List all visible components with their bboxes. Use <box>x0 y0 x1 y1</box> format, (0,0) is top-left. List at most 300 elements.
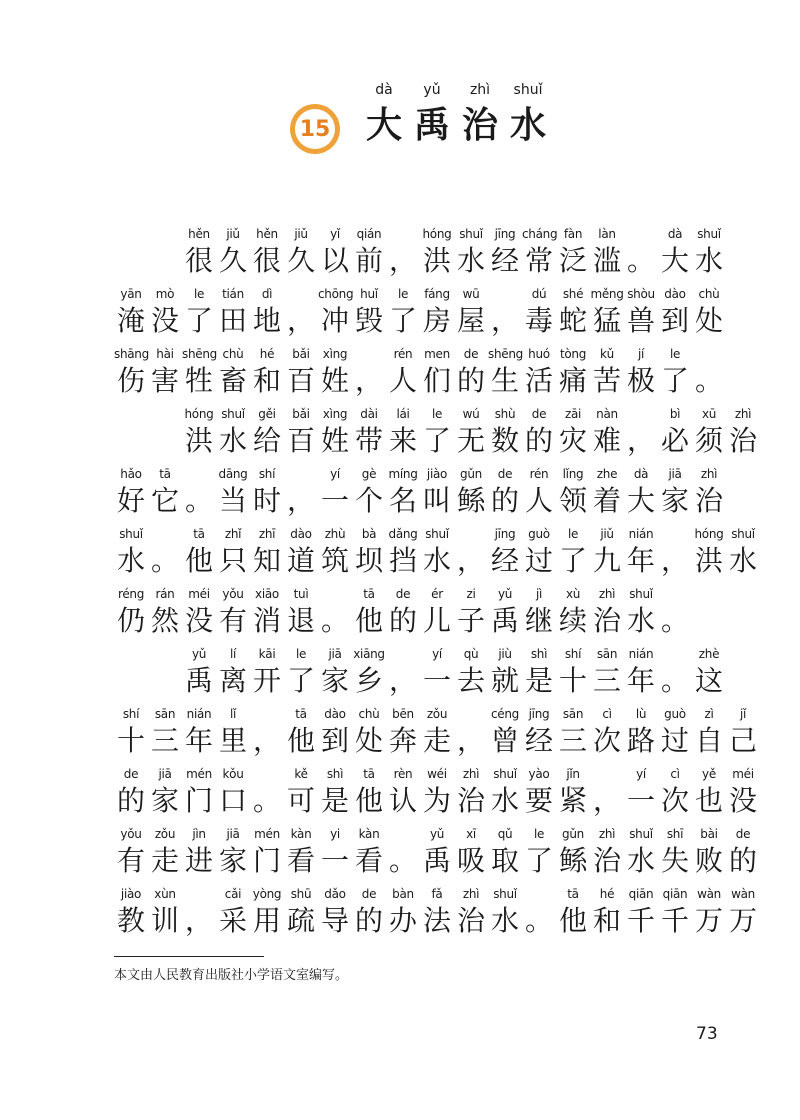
ruby-character <box>454 644 488 698</box>
pinyin: bàn <box>392 887 414 901</box>
hanzi: 乡 <box>354 664 383 697</box>
pinyin: dǎo <box>324 887 346 901</box>
ruby-character <box>386 884 420 938</box>
ruby-character <box>284 764 318 818</box>
pinyin: céng <box>490 707 519 721</box>
text-line <box>114 764 757 824</box>
pinyin <box>488 284 522 304</box>
pinyin: shuǐ <box>425 527 449 541</box>
pinyin: zhī <box>258 527 276 541</box>
pinyin: yǒu <box>120 827 142 841</box>
ruby-character <box>318 224 352 278</box>
ruby-character <box>182 764 216 818</box>
ruby-character <box>522 764 556 818</box>
hanzi: 家 <box>660 484 689 517</box>
pinyin: zì <box>704 707 714 721</box>
hanzi: ， <box>388 664 417 697</box>
ruby-character <box>250 884 284 938</box>
hanzi: 蛇 <box>558 304 587 337</box>
ruby-character <box>522 344 556 398</box>
ruby-character <box>420 404 454 458</box>
pinyin: de <box>361 887 377 901</box>
punctuation <box>658 644 692 698</box>
hanzi: 。 <box>320 604 349 637</box>
ruby-character <box>590 884 624 938</box>
ruby-character <box>114 824 148 878</box>
ruby-character <box>692 704 726 758</box>
hanzi: 禹 <box>422 844 451 877</box>
punctuation <box>182 464 216 518</box>
hanzi: 人 <box>388 364 417 397</box>
pinyin: qiān <box>628 887 654 901</box>
pinyin: kàn <box>358 827 380 841</box>
ruby-character <box>250 404 284 458</box>
pinyin <box>182 884 216 904</box>
hanzi: 家 <box>320 664 349 697</box>
pinyin: shuǐ <box>629 587 653 601</box>
pinyin: huǐ <box>360 287 378 301</box>
title-pinyin-syllable: shuǐ <box>513 82 543 98</box>
ruby-character <box>318 284 352 338</box>
ruby-character <box>386 284 420 338</box>
pinyin: zhì <box>462 887 480 901</box>
hanzi: 水 <box>626 604 655 637</box>
punctuation <box>488 284 522 338</box>
pinyin: zhì <box>462 767 480 781</box>
ruby-character <box>284 224 318 278</box>
pinyin: shēng <box>182 347 217 361</box>
hanzi: 他 <box>558 904 587 937</box>
pinyin: zhe <box>596 467 618 481</box>
hanzi: 苦 <box>592 364 621 397</box>
ruby-character <box>692 404 726 458</box>
ruby-character <box>284 884 318 938</box>
pinyin: jīng <box>494 527 516 541</box>
pinyin: gǔn <box>562 827 584 841</box>
hanzi: 来 <box>388 424 417 457</box>
ruby-character <box>182 224 216 278</box>
pinyin: dà <box>633 467 649 481</box>
pinyin <box>454 704 488 724</box>
text-line <box>114 404 757 464</box>
ruby-character <box>454 884 488 938</box>
ruby-character <box>386 404 420 458</box>
pinyin <box>318 584 352 604</box>
hanzi: 继 <box>524 604 553 637</box>
hanzi: 用 <box>252 904 281 937</box>
hanzi: 三 <box>592 664 621 697</box>
hanzi: 口 <box>218 784 247 817</box>
pinyin: tā <box>295 707 307 721</box>
ruby-character <box>250 584 284 638</box>
hanzi: 洪 <box>422 244 451 277</box>
ruby-character <box>692 764 726 818</box>
ruby-character <box>692 224 726 278</box>
ruby-character <box>556 344 590 398</box>
ruby-character <box>386 764 420 818</box>
title-character: 治 <box>461 104 498 146</box>
ruby-character <box>420 344 454 398</box>
pinyin: shì <box>530 647 548 661</box>
pinyin: kàn <box>290 827 312 841</box>
pinyin: tā <box>193 527 205 541</box>
hanzi: 有 <box>116 844 145 877</box>
pinyin: mò <box>155 287 175 301</box>
pinyin: qù <box>463 647 479 661</box>
hanzi: 了 <box>184 304 213 337</box>
hanzi: 年 <box>626 544 655 577</box>
pinyin: hé <box>259 347 275 361</box>
pinyin: yòng <box>252 887 282 901</box>
pinyin: tòng <box>559 347 587 361</box>
ruby-character <box>114 464 148 518</box>
ruby-character <box>420 284 454 338</box>
pinyin: yí <box>330 467 340 481</box>
pinyin: shòu <box>627 287 655 301</box>
pinyin: mén <box>254 827 280 841</box>
pinyin: rén <box>393 347 413 361</box>
hanzi: 年 <box>626 664 655 697</box>
hanzi: 门 <box>184 784 213 817</box>
pinyin: cháng <box>522 227 558 241</box>
hanzi: 必 <box>660 424 689 457</box>
ruby-character <box>556 824 590 878</box>
pinyin: shì <box>326 767 344 781</box>
pinyin: tā <box>363 587 375 601</box>
pinyin: zhù <box>324 527 346 541</box>
ruby-character <box>488 764 522 818</box>
pinyin: shāng <box>114 347 149 361</box>
pinyin: gǔn <box>460 467 482 481</box>
ruby-character <box>488 884 522 938</box>
hanzi: 的 <box>490 484 519 517</box>
ruby-character <box>148 464 182 518</box>
ruby-character <box>318 824 352 878</box>
hanzi: 没 <box>728 784 757 817</box>
lesson-number: 15 <box>295 109 335 149</box>
pinyin: jiā <box>328 647 342 661</box>
ruby-character <box>420 464 454 518</box>
pinyin: yǐ <box>330 227 340 241</box>
hanzi: 地 <box>252 304 281 337</box>
pinyin <box>386 644 420 664</box>
pinyin: qiān <box>662 887 688 901</box>
ruby-character <box>488 824 522 878</box>
ruby-character <box>488 404 522 458</box>
pinyin: le <box>567 527 579 541</box>
pinyin <box>658 584 692 604</box>
punctuation <box>454 524 488 578</box>
title-pinyin-syllable: yǔ <box>423 82 441 98</box>
pinyin: hǎo <box>120 467 142 481</box>
ruby-character <box>148 584 182 638</box>
hanzi: 。 <box>184 484 213 517</box>
hanzi: 。 <box>660 664 689 697</box>
pinyin: jiā <box>158 767 172 781</box>
pinyin: chù <box>698 287 720 301</box>
pinyin: bài <box>700 827 718 841</box>
hanzi: 取 <box>490 844 519 877</box>
pinyin: dài <box>360 407 378 421</box>
pinyin: shuǐ <box>697 227 721 241</box>
pinyin: yǔ <box>497 587 513 601</box>
hanzi: 然 <box>150 604 179 637</box>
ruby-character <box>658 404 692 458</box>
hanzi: 久 <box>218 244 247 277</box>
pinyin: rén <box>529 467 549 481</box>
pinyin: bà <box>361 527 377 541</box>
pinyin: lǐ <box>229 707 237 721</box>
pinyin: míng <box>388 467 418 481</box>
ruby-character <box>182 704 216 758</box>
ruby-character <box>352 584 386 638</box>
pinyin: hóng <box>694 527 724 541</box>
pinyin: réng <box>117 587 145 601</box>
pinyin: fǎ <box>431 887 443 901</box>
pinyin: xī <box>466 827 476 841</box>
pinyin: lù <box>635 707 647 721</box>
ruby-character <box>216 464 250 518</box>
pinyin: shé <box>562 287 584 301</box>
lesson-number-badge <box>290 104 340 154</box>
punctuation <box>658 524 692 578</box>
hanzi: ， <box>456 724 485 757</box>
ruby-character <box>216 524 250 578</box>
hanzi: ， <box>626 424 655 457</box>
pinyin: shuǐ <box>221 407 245 421</box>
ruby-character <box>556 224 590 278</box>
ruby-character <box>114 704 148 758</box>
hanzi: 们 <box>422 364 451 397</box>
pinyin: hóng <box>422 227 452 241</box>
ruby-character <box>590 704 624 758</box>
ruby-character <box>590 644 624 698</box>
hanzi: 到 <box>660 304 689 337</box>
hanzi: 了 <box>558 544 587 577</box>
hanzi: ， <box>354 364 383 397</box>
punctuation <box>658 584 692 638</box>
hanzi: 为 <box>422 784 451 817</box>
ruby-character <box>522 284 556 338</box>
ruby-character <box>318 884 352 938</box>
text-line <box>114 344 734 404</box>
punctuation <box>624 404 658 458</box>
hanzi: 只 <box>218 544 247 577</box>
ruby-character <box>216 404 250 458</box>
hanzi: 去 <box>456 664 485 697</box>
hanzi: 可 <box>286 784 315 817</box>
hanzi: 己 <box>728 724 757 757</box>
hanzi: 猛 <box>592 304 621 337</box>
ruby-character <box>658 224 692 278</box>
ruby-character <box>726 884 760 938</box>
hanzi: ， <box>286 304 315 337</box>
ruby-character <box>420 764 454 818</box>
pinyin: de <box>463 347 479 361</box>
hanzi: 九 <box>592 544 621 577</box>
ruby-character <box>556 284 590 338</box>
hanzi: 处 <box>354 724 383 757</box>
hanzi: ， <box>252 724 281 757</box>
hanzi: 了 <box>286 664 315 697</box>
ruby-character <box>250 284 284 338</box>
ruby-character <box>590 464 624 518</box>
hanzi: 着 <box>592 484 621 517</box>
hanzi: 给 <box>252 424 281 457</box>
ruby-character <box>624 344 658 398</box>
hanzi: 曾 <box>490 724 519 757</box>
pinyin: yi <box>330 827 340 841</box>
hanzi: 一 <box>320 844 349 877</box>
hanzi: ， <box>388 244 417 277</box>
pinyin: yě <box>702 767 716 781</box>
hanzi: 水 <box>626 844 655 877</box>
pinyin: zi <box>466 587 476 601</box>
punctuation <box>386 824 420 878</box>
pinyin: zhì <box>734 407 752 421</box>
hanzi: 过 <box>660 724 689 757</box>
pinyin: tā <box>363 767 375 781</box>
pinyin: xū <box>701 407 717 421</box>
pinyin: jǐn <box>566 767 580 781</box>
footnote-divider <box>114 956 264 957</box>
punctuation <box>352 344 386 398</box>
hanzi: 禹 <box>184 664 213 697</box>
ruby-character <box>522 404 556 458</box>
ruby-character <box>522 584 556 638</box>
ruby-character <box>386 344 420 398</box>
ruby-character <box>726 524 760 578</box>
hanzi: 家 <box>150 784 179 817</box>
ruby-character <box>624 284 658 338</box>
pinyin <box>658 644 692 664</box>
pinyin: nián <box>186 707 212 721</box>
hanzi: 前 <box>354 244 383 277</box>
hanzi: 泛 <box>558 244 587 277</box>
punctuation <box>284 464 318 518</box>
hanzi: 淹 <box>116 304 145 337</box>
punctuation <box>148 524 182 578</box>
pinyin <box>522 884 556 904</box>
pinyin: dào <box>664 287 686 301</box>
ruby-character <box>352 464 386 518</box>
pinyin: jiào <box>426 467 448 481</box>
pinyin: zhì <box>700 467 718 481</box>
ruby-character <box>148 764 182 818</box>
hanzi: ， <box>286 484 315 517</box>
punctuation <box>386 224 420 278</box>
pinyin: hài <box>156 347 174 361</box>
hanzi: 紧 <box>558 784 587 817</box>
hanzi: 消 <box>252 604 281 637</box>
ruby-character <box>658 464 692 518</box>
hanzi: 很 <box>184 244 213 277</box>
ruby-character <box>522 644 556 698</box>
hanzi: 治 <box>456 784 485 817</box>
pinyin: lí <box>229 647 237 661</box>
ruby-character <box>454 764 488 818</box>
pinyin: xiāng <box>353 647 385 661</box>
hanzi: 极 <box>626 364 655 397</box>
pinyin: zhǐ <box>224 527 242 541</box>
hanzi: 子 <box>456 604 485 637</box>
ruby-character <box>454 404 488 458</box>
hanzi: 鲧 <box>456 484 485 517</box>
hanzi: 的 <box>456 364 485 397</box>
hanzi: 和 <box>252 364 281 397</box>
hanzi: 水 <box>116 544 145 577</box>
ruby-character <box>148 344 182 398</box>
hanzi: 进 <box>184 844 213 877</box>
pinyin: méi <box>732 767 754 781</box>
ruby-character <box>726 404 760 458</box>
hanzi: 也 <box>694 784 723 817</box>
hanzi: 水 <box>422 544 451 577</box>
hanzi: 治 <box>592 604 621 637</box>
hanzi: 次 <box>660 784 689 817</box>
ruby-character <box>216 884 250 938</box>
hanzi: 疏 <box>286 904 315 937</box>
text-line <box>114 284 734 344</box>
hanzi: ， <box>592 784 621 817</box>
hanzi: 千 <box>660 904 689 937</box>
hanzi: 姓 <box>320 364 349 397</box>
pinyin: hóng <box>184 407 214 421</box>
hanzi: 常 <box>524 244 553 277</box>
text-line <box>114 584 734 644</box>
pinyin <box>284 284 318 304</box>
ruby-character <box>182 284 216 338</box>
punctuation <box>250 764 284 818</box>
hanzi: 水 <box>490 784 519 817</box>
ruby-character <box>114 284 148 338</box>
hanzi: 没 <box>150 304 179 337</box>
pinyin: shū <box>290 887 312 901</box>
pinyin: yí <box>432 647 442 661</box>
pinyin: qián <box>356 227 382 241</box>
hanzi: 。 <box>150 544 179 577</box>
pinyin: jiào <box>120 887 142 901</box>
hanzi: 很 <box>252 244 281 277</box>
hanzi: 无 <box>456 424 485 457</box>
ruby-character <box>114 524 148 578</box>
pinyin <box>590 764 624 784</box>
pinyin: bǎi <box>292 407 310 421</box>
ruby-character <box>692 284 726 338</box>
hanzi: 经 <box>490 544 519 577</box>
ruby-character <box>556 404 590 458</box>
ruby-character <box>420 584 454 638</box>
pinyin: zhè <box>698 647 720 661</box>
punctuation <box>182 884 216 938</box>
punctuation <box>522 884 556 938</box>
ruby-character <box>556 704 590 758</box>
pinyin: gè <box>361 467 377 481</box>
ruby-character <box>284 704 318 758</box>
pinyin: xìng <box>322 407 348 421</box>
hanzi: 是 <box>320 784 349 817</box>
hanzi: 水 <box>728 544 757 577</box>
hanzi: 姓 <box>320 424 349 457</box>
pinyin: shuǐ <box>119 527 143 541</box>
hanzi: 门 <box>252 844 281 877</box>
hanzi: 一 <box>626 784 655 817</box>
pinyin: gěi <box>258 407 276 421</box>
pinyin: wéi <box>427 767 447 781</box>
pinyin: méi <box>188 587 210 601</box>
hanzi: 水 <box>490 904 519 937</box>
hanzi: 三 <box>150 724 179 757</box>
